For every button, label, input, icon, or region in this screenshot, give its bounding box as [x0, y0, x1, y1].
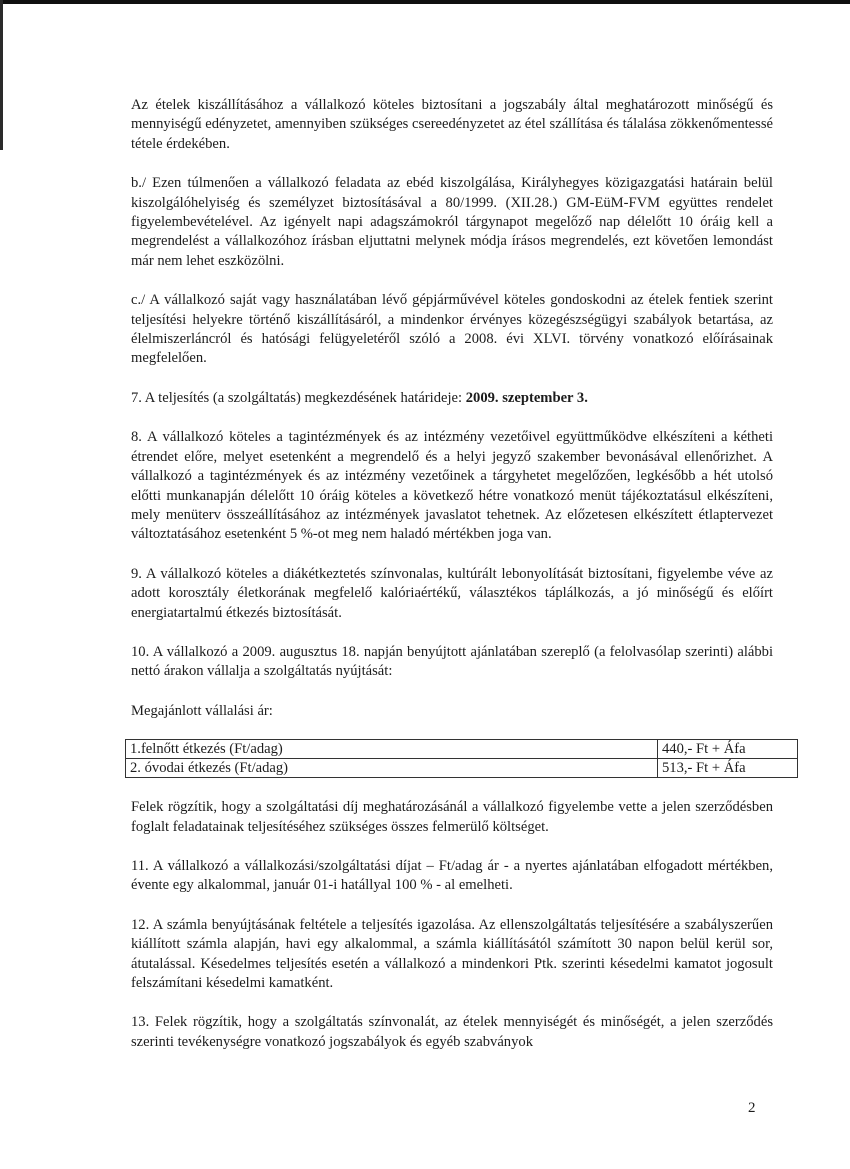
table-row: [126, 740, 798, 759]
page-number: 2: [748, 1100, 756, 1116]
price-item: 2. óvodai étkezés (Ft/adag): [126, 759, 658, 778]
offered-price-label: Megajánlott vállalási ár:: [131, 702, 273, 719]
paragraph-11-increase: 11. A vállalkozó a vállalkozási/szolgáltatási díjat – Ft/adag ár - a nyertes ajánlatában elfogadott mértékben, évente egy alkalommal, január 01-i hatállyal 100 % - al emelheti.: [131, 857, 773, 894]
price-value: 440,- Ft + Áfa: [658, 740, 798, 759]
paragraph-fee-costs: Felek rögzítik, hogy a szolgáltatási díj meghatározásánál a vállalkozó figyelembe vette a jelen szerződésben foglalt feladatainak teljesítéséhez szükséges összes felmerülő költséget.: [131, 799, 773, 835]
scan-edge-left: [0, 0, 3, 150]
paragraph-13-quality: 13. Felek rögzítik, hogy a szolgáltatás színvonalát, az ételek mennyiségét és minőségét, a jelen szerződés szerinti tevékenységre vonatkozó jogszabályok és egyéb szabványok: [131, 1014, 773, 1050]
paragraph-9-catering: 9. A vállalkozó köteles a diákétkeztetés színvonalas, kultúrált lebonyolítását biztosítani, figyelembe véve az adott korosztály életkorának megfelelő kalóriaértékű, választékos táplálkozás, a jó minőségű és előírt energiatartalmú étkezés biztosítását.: [131, 565, 773, 621]
paragraph-c-delivery: c./ A vállalkozó saját vagy használatában lévő gépjárművével köteles gondoskodni az ételek fentiek szerint teljesítési helyekre történő kiszállításáról, a mindenkor érvényes közegészségügyi szabályok betartása, az élelmiszerláncról és hatósági felügyeletéről szóló a 2008. évi XLVI. törvény vonatkozó előírásainak megfelelően.: [131, 292, 773, 367]
deadline-text: 7. A teljesítés (a szolgáltatás) megkezdésének határideje:: [131, 389, 466, 406]
paragraph-8-menu: 8. A vállalkozó köteles a tagintézmények és az intézmény vezetőivel együttműködve elkészíteni a kétheti étrendet előre, melyet esetenként a megrendelő és a helyi jegyző szakember bevonásával ellenőrizhet. A vállalkozó a tagintézmények és az intézmény vezetőinek a tárgyhetet megelőzően, legkésőbb a hét utolsó előtti munkanapján délelőtt 10 óráig köteles a következő hétre vonatkozó menüt tájékoztatásul elkészíteni, mely menüterv összeállításához az intézmények javaslatot tehetnek. Az előzetesen elkészített étlaptervezet változtatásához esetenként 5 %-ot meg nem haladó mértékben joga van.: [131, 429, 773, 543]
paragraph-7-deadline: [131, 389, 773, 408]
deadline-date: 2009. szeptember 3.: [465, 389, 588, 406]
paragraph-dishware: Az ételek kiszállításához a vállalkozó köteles biztosítani a jogszabály által meghatározott minőségű és mennyiségű edényzetet, amennyiben szükséges csereedényzetet az étel szállítása és tálalása zökkenőmentessé tétele érdekében.: [131, 97, 773, 152]
paragraph-10-prices: 10. A vállalkozó a 2009. augusztus 18. napján benyújtott ajánlatában szereplő (a felolvasólap szerinti) alábbi nettó árakon vállalja a szolgáltatás nyújtását:: [131, 643, 773, 680]
price-item: 1.felnőtt étkezés (Ft/adag): [126, 740, 658, 759]
price-value: 513,- Ft + Áfa: [658, 759, 798, 778]
scan-edge-top: [0, 0, 850, 4]
price-table: [125, 739, 798, 778]
paragraph-b-serving: b./ Ezen túlmenően a vállalkozó feladata az ebéd kiszolgálása, Királyhegyes közigazgatási határain belül kiszolgálóhelyiség és személyzet biztosításával a 80/1999. (XII.28.) GM-EüM-FVM együttes rendelet figyelembevételével. Az igényelt napi adagszámokról tárgynapot megelőző nap délelőtt 10 óráig kell a megrendelést a vállalkozóhoz írásban eljuttatni melynek módja írásos megrendelés, ezt követően lemondást már nem lehet eszközölni.: [131, 175, 773, 269]
document-page: [131, 96, 773, 1072]
paragraph-12-invoice: 12. A számla benyújtásának feltétele a teljesítés igazolása. Az ellenszolgáltatás teljesítésére a szabályszerűen kiállított számla alapján, havi egy alkalommal, a számla kiállításától számított 30 napon belül kerül sor, átutalással. Késedelmes teljesítés esetén a vállalkozó a mindenkori Ptk. szerinti késedelmi kamatot jogosult felszámítani késedelmi kamatként.: [131, 916, 773, 991]
table-row: [126, 759, 798, 778]
